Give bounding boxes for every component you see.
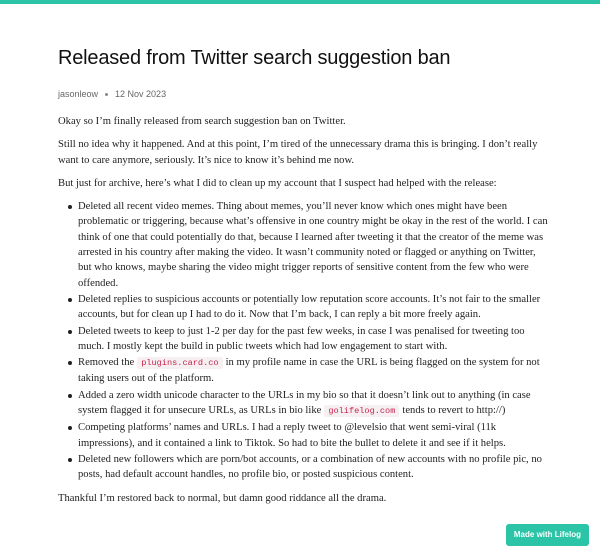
post-meta — [58, 88, 548, 100]
list-item-text: in my profile name in case the URL is being flagged on the system for not taking users out of the platform. — [78, 357, 540, 385]
list-item-text: Added a zero width unicode character to the URLs in my bio so that it doesn’t link out to anything (in case system flagged it for unsecure URLs, as URLs in bio like — [78, 389, 531, 417]
list-item-text: Removed the — [78, 357, 135, 369]
post-content — [58, 114, 548, 506]
inline-code: golifelog.com — [324, 405, 399, 417]
post-author[interactable]: jasonleow — [58, 89, 99, 99]
paragraph: Okay so I’m finally released from search suggestion ban on Twitter. — [58, 116, 346, 127]
list-item-text: tends to revert to http://) — [402, 405, 506, 417]
paragraph: But just for archive, here’s what I did to clean up my account that I suspect had helped with the release: — [58, 177, 497, 189]
post-title: Released from Twitter search suggestion ban — [58, 47, 451, 69]
list-item: Competing platforms’ names and URLs. I had a reply tweet to @levelsio that went semi-viral (11k impressions), and it contained a link to Tiktok. So had to bite the bullet to delete it and see if it helps. — [58, 420, 548, 451]
post-article — [58, 46, 548, 514]
post-date: 12 Nov 2023 — [115, 89, 167, 99]
paragraph: Still no idea why it happened. And at this point, I’m tired of the unnecessary drama this is bringing. I don’t really want to care anymore, seriously. It’s nice to know it’s behind me now. — [58, 139, 538, 166]
inline-code: plugins.card.co — [137, 357, 222, 369]
meta-separator-dot — [105, 93, 108, 96]
list-item: Deleted replies to suspicious accounts or potentially low reputation score accounts. It’s not fair to the smaller accounts, but for clean up I had to do it. Now that I’m back, I can reply a bit more freely again. — [58, 292, 548, 323]
list-item: Deleted new followers which are porn/bot accounts, or a combination of new accounts with no profile pic, no posts, had default account handles, no profile bio, or posted suspicious content. — [58, 452, 548, 483]
cleanup-list — [58, 199, 548, 482]
list-item: Deleted all recent video memes. Thing about memes, you’ll never know which ones might have been problematic or triggering, because what’s offensive in one country might be okay in the rest of the world. I can think of one that could potentially do that, because I learned after tweeting it that the creator of the meme was arrested in his country after making the video. It wasn’t community noted or flagged or anything on Twitter, but who knows, maybe sharing the video might trigger reports of sensitive content from the few who were offended. — [58, 199, 548, 291]
list-item — [58, 355, 548, 387]
list-item — [58, 388, 548, 420]
closing-paragraph: Thankful I’m restored back to normal, but damn good riddance all the drama. — [58, 492, 387, 504]
made-with-lifelog-button[interactable]: Made with Lifelog — [506, 524, 589, 546]
list-item: Deleted tweets to keep to just 1-2 per day for the past few weeks, in case I was penalised for tweeting too much. I mostly kept the build in public tweets which had low engagement to start with. — [58, 324, 548, 355]
top-accent-bar — [0, 0, 600, 4]
